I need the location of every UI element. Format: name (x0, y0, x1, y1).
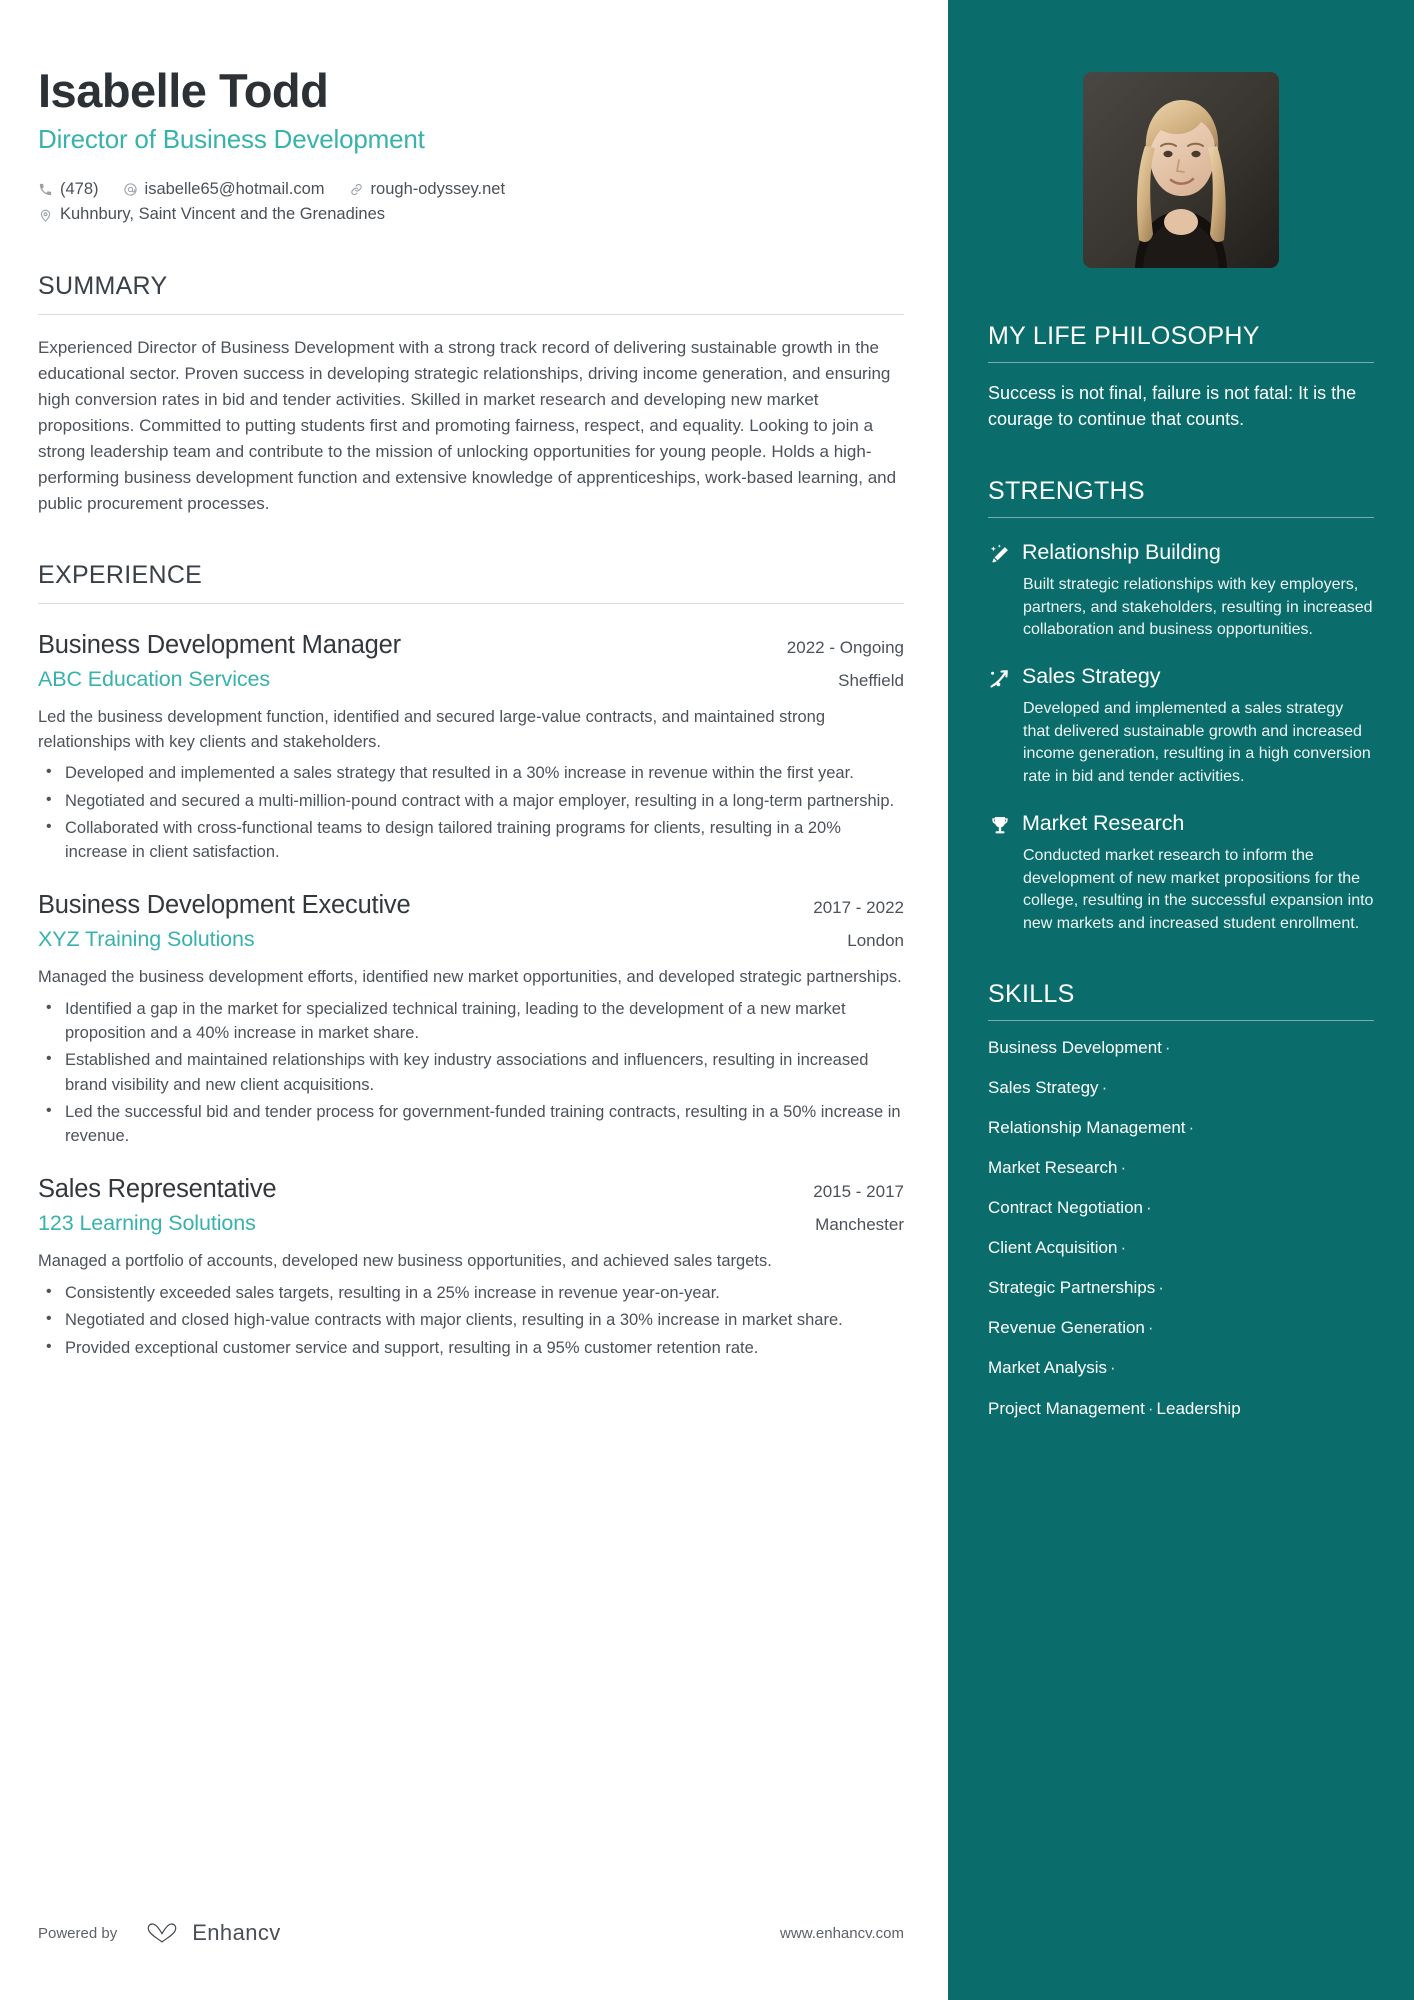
skill-line (988, 1237, 1374, 1259)
powered-by-label: Powered by (38, 1924, 118, 1942)
philosophy-heading: MY LIFE PHILOSOPHY (988, 322, 1374, 363)
contact-phone[interactable] (38, 177, 99, 203)
experience-title-row (38, 630, 904, 662)
skill-separator: · (1101, 1077, 1108, 1097)
experience-role: Sales Representative (38, 1175, 277, 1204)
skill-line (988, 1277, 1374, 1299)
strength-body (1022, 811, 1374, 838)
skill-line (988, 1077, 1374, 1099)
experience-date: 2015 - 2017 (813, 1182, 904, 1202)
professional-title: Director of Business Development (38, 123, 425, 154)
contact-location (38, 202, 385, 228)
contact-website-text: rough-odyssey.net (370, 179, 506, 198)
strength-title: Sales Strategy (1022, 663, 1161, 688)
list-item: • Identified a gap in the market for specialized technical training, leading to the development of a new market proposition and a 40% increase in market share. (38, 997, 904, 1046)
experience-location: Sheffield (838, 670, 904, 690)
experience-date: 2022 - Ongoing (786, 637, 904, 657)
magic-wand-icon (988, 543, 1012, 567)
strength-description: Built strategic relationships with key employers, partners, and stakeholders, resulting in increased collaboration and business opportunities. (1023, 575, 1373, 639)
experience-title-row (38, 890, 904, 922)
list-item: • Developed and implemented a sales strategy that resulted in a 30% increase in revenue within the first year. (38, 761, 904, 785)
strengths-section (988, 477, 1374, 936)
contact-line-primary (38, 177, 904, 203)
skill-line (988, 1398, 1374, 1420)
link-icon (349, 182, 364, 197)
strength-body (1022, 664, 1374, 691)
skill-line (988, 1317, 1374, 1339)
list-item: • Provided exceptional customer service and support, resulting in a 95% customer retention rate. (38, 1336, 904, 1360)
avatar (1083, 72, 1279, 268)
skill-separator: · (1164, 1037, 1171, 1057)
strength-item (988, 811, 1374, 838)
strength-title: Market Research (1022, 810, 1185, 835)
philosophy-text: Success is not final, failure is not fatal: It is the courage to continue that counts. (988, 383, 1357, 429)
email-icon (123, 182, 138, 197)
page-footer (38, 1920, 904, 1946)
resume-header (38, 66, 904, 228)
experience-bullets (38, 761, 904, 864)
skill-line (988, 1117, 1374, 1139)
skill-separator: · (1145, 1198, 1152, 1218)
enhancv-url[interactable]: www.enhancv.com (780, 1924, 904, 1942)
experience-entry (38, 630, 904, 864)
experience-location: Manchester (815, 1215, 904, 1235)
skill-separator: · (1120, 1158, 1127, 1177)
trending-up-icon (988, 667, 1012, 691)
experience-company: 123 Learning Solutions (38, 1211, 256, 1236)
skill-separator: · (1120, 1238, 1127, 1258)
skill-tag: Revenue Generation (988, 1318, 1145, 1338)
skill-tag: Business Development (988, 1037, 1162, 1057)
summary-text: Experienced Director of Business Development with a strong track record of delivering sustainable growth in the educational sector. Proven success in developing strategic relationships, driving income generation, and ensuring high conversion rates in bid and tender activities. Skilled in market research and developing new market propositions. Committed to putting students first and promoting fairness, respect, and equality. Looking to join a strong leadership team and contribute to the mission of unlocking opportunities for young people. Holds a high-performing business development function and extensive knowledge of apprenticeships, work-based learning, and public procurement processes. (38, 337, 897, 513)
experience-bullets (38, 997, 904, 1149)
skills-list (988, 1037, 1374, 1420)
experience-description: Managed a portfolio of accounts, developed new business opportunities, and achieved sales targets. (38, 1252, 772, 1271)
experience-title-row (38, 1174, 904, 1206)
experience-bullets (38, 1281, 904, 1360)
skill-tag: Market Analysis (988, 1358, 1108, 1378)
experience-description: Managed the business development efforts, identified new market opportunities, and developed strategic partnerships. (38, 968, 902, 987)
phone-icon (38, 182, 53, 197)
strength-description: Developed and implemented a sales strategy that delivered sustainable growth and increased income generation, resulting in a high conversion rate in bid and tender activities. (1023, 699, 1371, 786)
list-item: • Led the successful bid and tender process for government-funded training contracts, resulting in a 50% increase in revenue. (38, 1100, 904, 1149)
list-item: • Negotiated and secured a multi-million-pound contract with a major employer, resulting in a long-term partnership. (38, 789, 904, 813)
skill-tag: Contract Negotiation (988, 1198, 1143, 1218)
strength-body (1022, 540, 1374, 567)
experience-entry (38, 1174, 904, 1359)
summary-heading: SUMMARY (38, 272, 904, 315)
list-item: • Negotiated and closed high-value contracts with major clients, resulting in a 30% increase in market share. (38, 1308, 904, 1332)
strength-title: Relationship Building (1022, 539, 1221, 564)
location-pin-icon (38, 208, 53, 223)
skill-separator: · (1147, 1398, 1154, 1418)
skill-tag: Strategic Partnerships (988, 1278, 1156, 1298)
experience-date: 2017 - 2022 (813, 898, 904, 918)
contact-email[interactable] (123, 177, 325, 203)
contact-location-text: Kuhnbury, Saint Vincent and the Grenadines (60, 205, 386, 224)
experience-company: ABC Education Services (38, 666, 271, 691)
contact-line-location (38, 202, 904, 228)
contact-phone-text: (478) (60, 179, 99, 198)
strength-description: Conducted market research to inform the development of new market propositions for the college, resulting in the successful expansion into new markets and increased student enrollment. (1023, 846, 1374, 932)
skill-line (988, 1037, 1374, 1059)
skill-line (988, 1357, 1374, 1379)
enhancv-brand-name: Enhancv (192, 1920, 281, 1945)
sidebar (948, 0, 1414, 2000)
skill-tag: Leadership (1156, 1398, 1241, 1418)
page-title: Isabelle Todd (38, 64, 329, 117)
skill-tag: Relationship Management (988, 1117, 1186, 1137)
list-item: • Consistently exceeded sales targets, resulting in a 25% increase in revenue year-on-year. (38, 1281, 904, 1305)
contact-website[interactable] (349, 177, 506, 203)
skill-tag: Sales Strategy (988, 1077, 1099, 1097)
experience-location: London (847, 931, 904, 951)
skill-separator: · (1188, 1117, 1195, 1137)
experience-company-row (38, 1211, 904, 1236)
experience-role: Business Development Executive (38, 891, 411, 920)
list-item: • Collaborated with cross-functional teams to design tailored training programs for clients, resulting in a 20% increase in client satisfaction. (38, 816, 904, 865)
contact-email-text: isabelle65@hotmail.com (144, 179, 325, 198)
experience-company: XYZ Training Solutions (38, 927, 255, 952)
experience-role: Business Development Manager (38, 630, 401, 659)
skill-separator: · (1147, 1318, 1154, 1338)
experience-heading: EXPERIENCE (38, 561, 904, 604)
experience-company-row (38, 927, 904, 952)
experience-company-row (38, 667, 904, 692)
enhancv-logo-icon (141, 1920, 183, 1946)
summary-section (38, 272, 904, 517)
profile-photo-container (988, 0, 1374, 268)
strengths-heading: STRENGTHS (988, 477, 1374, 518)
skill-tag: Client Acquisition (988, 1238, 1118, 1258)
philosophy-section (988, 322, 1374, 433)
skills-section (988, 980, 1374, 1420)
experience-description: Led the business development function, identified and secured large-value contracts, and maintained strong relationships with key clients and stakeholders. (38, 707, 825, 751)
skill-line (988, 1197, 1374, 1219)
strength-item (988, 540, 1374, 567)
strength-item (988, 664, 1374, 691)
skills-heading: SKILLS (988, 980, 1374, 1021)
experience-entry (38, 890, 904, 1148)
skill-tag: Project Management (988, 1398, 1145, 1418)
list-item: • Established and maintained relationships with key industry associations and influencers, resulting in increased brand visibility and new client acquisitions. (38, 1048, 904, 1097)
contact-info (38, 177, 904, 228)
trophy-icon (988, 814, 1012, 838)
skill-separator: · (1110, 1358, 1116, 1378)
skill-separator: · (1158, 1278, 1164, 1298)
skill-line (988, 1157, 1374, 1179)
skill-tag: Market Research (988, 1158, 1118, 1177)
experience-section (38, 561, 904, 1360)
